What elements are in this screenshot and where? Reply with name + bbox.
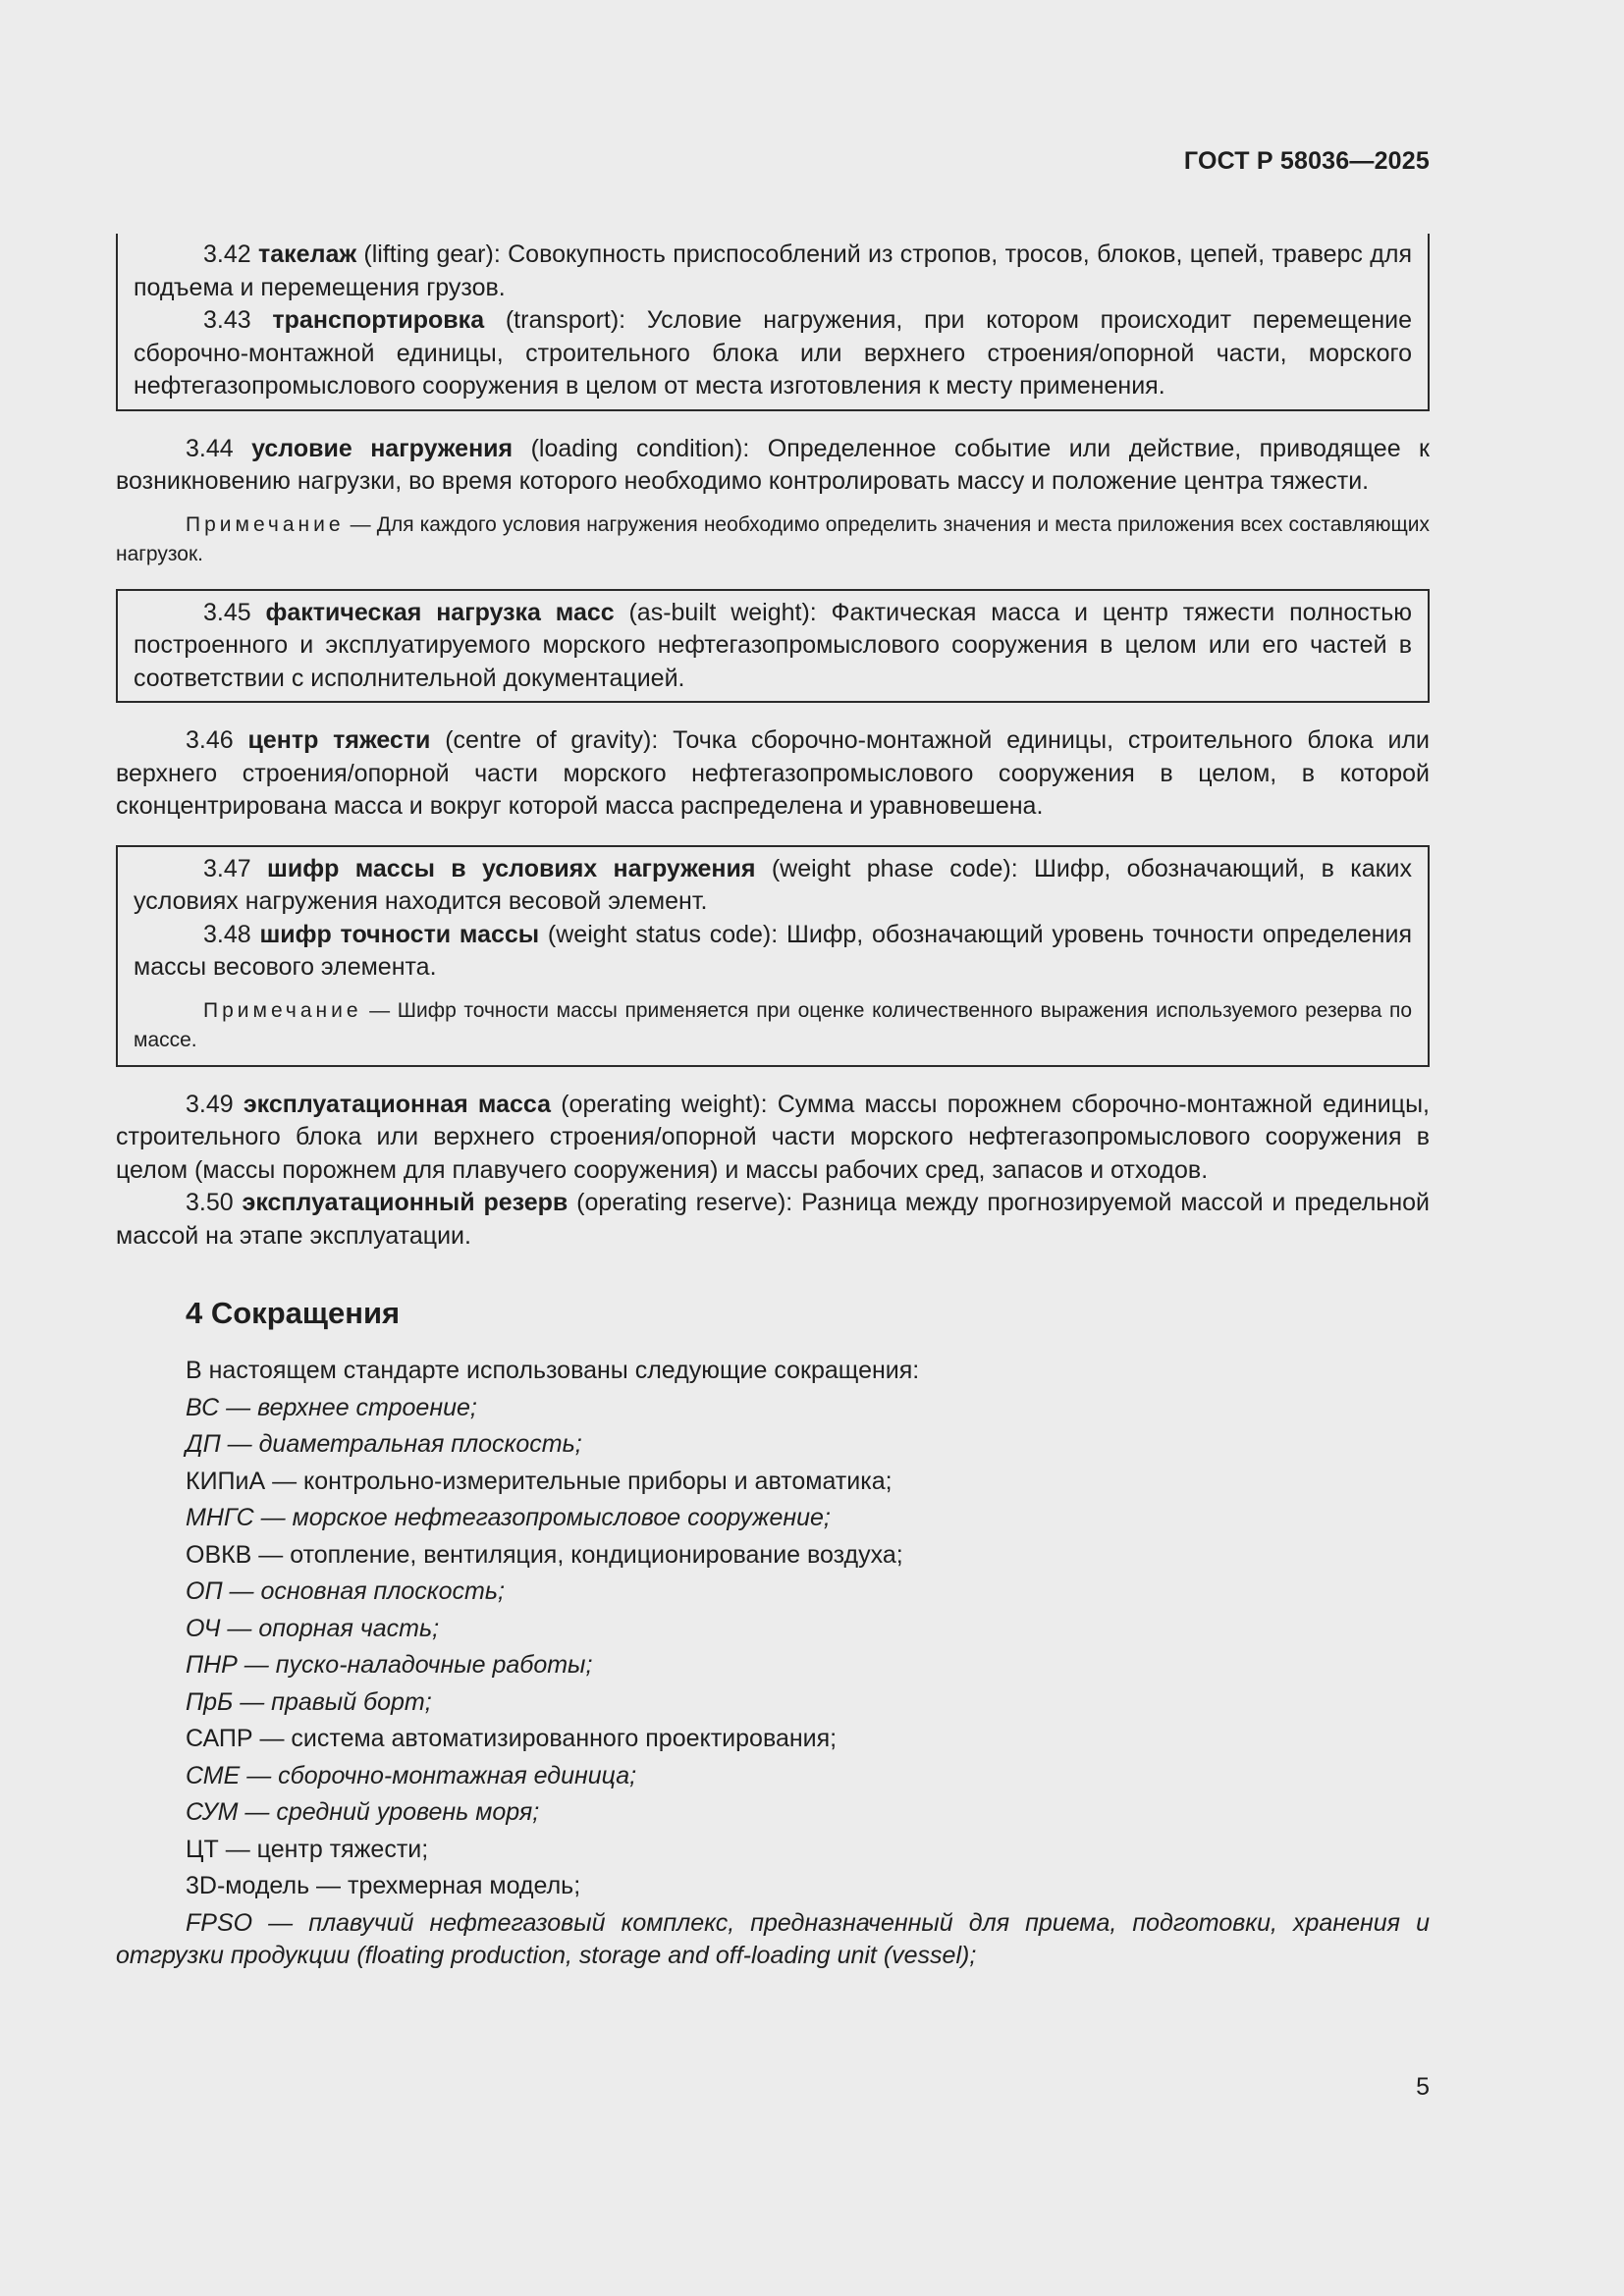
doc-header-code: ГОСТ Р 58036—2025 <box>1183 147 1430 175</box>
term-name: такелаж <box>258 240 357 268</box>
term-name: центр тяжести <box>247 726 431 754</box>
term-3-48: 3.48 шифр точности массы (weight status code): Шифр, обозначающий уровень точности определения массы весового элемента. <box>134 920 1412 981</box>
abbr-item: ДП — диаметральная плоскость; <box>186 1430 582 1458</box>
changed-block-347-348 <box>116 845 1430 1067</box>
term-3-45: 3.45 фактическая нагрузка масс (as-built weight): Фактическая масса и центр тяжести полностью построенного и эксплуатируемого морского нефтегазопромыслового сооружения в целом или его частей в соответствии с исполнительной документацией. <box>134 598 1412 692</box>
changed-block-345 <box>116 589 1430 704</box>
term-name: транспортировка <box>272 306 485 334</box>
term-name: эксплуатационный резерв <box>242 1189 568 1216</box>
abbr-item: FPSO — плавучий нефтегазовый комплекс, предназначенный для приема, подготовки, хранения и отгрузки продукции (floating production, storage and off-loading unit (vessel); <box>116 1908 1430 1969</box>
abbr-item: ПНР — пуско-наладочные работы; <box>186 1651 593 1679</box>
page-content <box>116 234 1430 1973</box>
term-3-49: 3.49 эксплуатационная масса (operating weight): Сумма массы порожнем сборочно-монтажной единицы, строительного блока или верхнего строения/опорной части морского нефтегазопромыслового сооружения в целом (массы порожнем для плавучего сооружения) и массы рабочих сред, запасов и отходов. <box>116 1090 1430 1184</box>
abbr-item: САПР — система автоматизированного проектирования; <box>186 1725 838 1752</box>
term-name: шифр массы в условиях нагружения <box>267 854 756 882</box>
section-4-intro: В настоящем стандарте использованы следующие сокращения: <box>186 1357 920 1384</box>
abbr-item: КИПиА — контрольно-измерительные приборы и автоматика; <box>186 1467 893 1495</box>
abbr-item: СМЕ — сборочно-монтажная единица; <box>186 1761 637 1789</box>
section-4-title: 4 Сокращения <box>186 1296 401 1330</box>
abbr-item: ОВКВ — отопление, вентиляция, кондиционирование воздуха; <box>186 1540 903 1569</box>
term-3-43: 3.43 транспортировка (transport): Условие нагружения, при котором происходит перемещение сборочно-монтажной единицы, строительного блока или верхнего строения/опорной части, морского нефтегазопромыслового сооружения в целом от места изготовления к месту применения. <box>134 306 1412 400</box>
term-3-46: 3.46 центр тяжести (centre of gravity): Точка сборочно-монтажной единицы, строительного блока или верхнего строения/опорной части морского нефтегазопромыслового сооружения в целом, в которой сконцентрирована масса и вокруг которой масса распределена и уравновешена. <box>116 726 1430 820</box>
term-name: фактическая нагрузка масс <box>265 598 615 626</box>
term-name: условие нагружения <box>251 434 514 462</box>
abbr-item: ВС — верхнее строение; <box>186 1393 477 1421</box>
abbr-item: ЦТ — центр тяжести; <box>186 1835 429 1863</box>
abbr-item: МНГС — морское нефтегазопромысловое сооружение; <box>186 1504 831 1531</box>
term-3-42: 3.42 такелаж (lifting gear): Совокупность приспособлений из стропов, тросов, блоков, цепей, траверс для подъема и перемещения грузов. <box>134 240 1412 301</box>
abbr-item: 3D-модель — трехмерная модель; <box>186 1872 581 1899</box>
abbr-item: ОП — основная плоскость; <box>186 1577 505 1605</box>
abbr-item: ОЧ — опорная часть; <box>186 1614 440 1642</box>
term-3-50: 3.50 эксплуатационный резерв (operating reserve): Разница между прогнозируемой массой и предельной массой на этапе эксплуатации. <box>116 1189 1431 1250</box>
term-3-47: 3.47 шифр массы в условиях нагружения (weight phase code): Шифр, обозначающий, в каких условиях нагружения находится весовой элемент. <box>134 854 1412 915</box>
page-number: 5 <box>1416 2073 1430 2101</box>
term-name: эксплуатационная масса <box>243 1090 552 1118</box>
note-3-44: Примечание — Для каждого условия нагружения необходимо определить значения и места приложения всех составляющих нагрузок. <box>116 512 1430 565</box>
term-name: шифр точности массы <box>259 920 540 948</box>
term-3-44: 3.44 условие нагружения (loading condition): Определенное событие или действие, приводящее к возникновению нагрузки, во время которого необходимо контролировать массу и положение центра тяжести. <box>116 434 1430 495</box>
abbr-item: ПрБ — правый борт; <box>186 1687 432 1716</box>
abbr-item: СУМ — средний уровень моря; <box>186 1798 540 1826</box>
note-3-48: Примечание — Шифр точности массы применяется при оценке количественного выражения используемого резерва по массе. <box>134 998 1412 1051</box>
changed-block-342-343 <box>116 234 1430 411</box>
